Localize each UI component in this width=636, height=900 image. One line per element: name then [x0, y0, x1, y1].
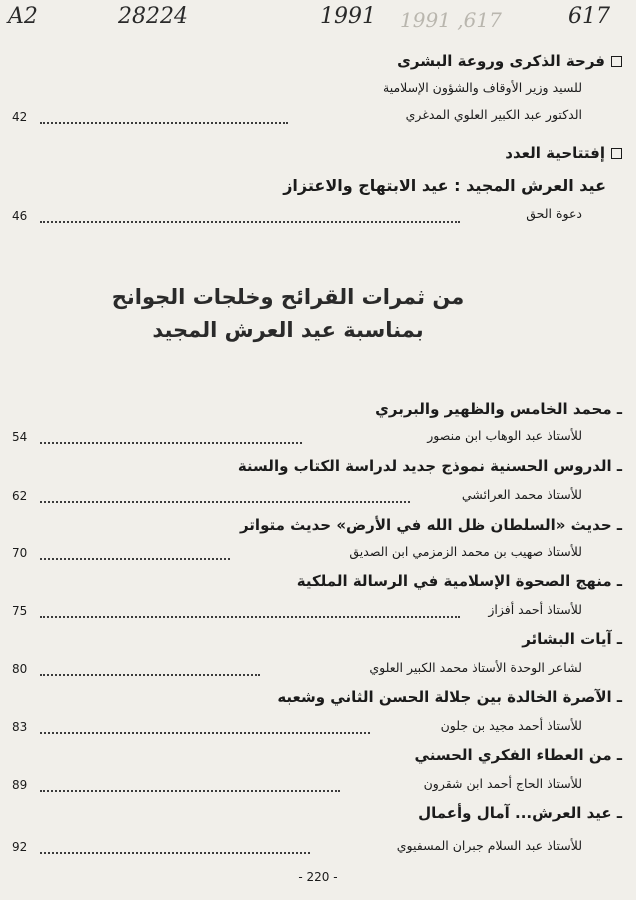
checkbox-icon [611, 56, 622, 67]
annotation-faint: 1991 ,617 [400, 8, 502, 32]
dot-leader [40, 122, 288, 124]
entry-title: ـ الآصرة الخالدة بين جلالة الحسن الثاني وشعبه [277, 688, 622, 706]
page-number: 46 [12, 209, 28, 223]
intro-author-1: الدكتور عبد الكبير العلوي المدغري [405, 107, 582, 122]
annotation-top-left: A2 [8, 4, 38, 29]
entry-title: ـ آيات البشائر [522, 630, 622, 648]
page-number: 92 [12, 840, 28, 854]
entry-title: ـ محمد الخامس والظهير والبربري [375, 400, 622, 418]
dot-leader [40, 616, 460, 618]
entry-author: للأستاذ أحمد أفزاز [488, 602, 582, 617]
page-number: 62 [12, 489, 28, 503]
page-number: 89 [12, 778, 28, 792]
dot-leader [40, 852, 310, 854]
entry-title: ـ منهج الصحوة الإسلامية في الرسالة الملكية [296, 572, 622, 590]
intro-subtitle-1: للسيد وزير الأوقاف والشؤون الإسلامية [383, 80, 582, 95]
page-number: 80 [12, 662, 28, 676]
page-number: 54 [12, 430, 28, 444]
dot-leader [40, 558, 230, 560]
page-footer-number: - 220 - [298, 870, 338, 884]
intro-title-1: فرحة الذكرى وروعة البشرى [397, 52, 622, 70]
dot-leader [40, 732, 370, 734]
section-heading-line1: من ثمرات القرائح وخلجات الجوانح [111, 285, 465, 309]
entry-author: للأستاذ صهيب بن محمد الزمزمي ابن الصديق [349, 544, 582, 559]
page-number: 70 [12, 546, 28, 560]
entry-author: للأستاذ أحمد مجيد بن جلون [440, 718, 582, 733]
dot-leader [40, 442, 302, 444]
annotation-year: 1991 [320, 4, 376, 29]
intro-author-2: دعوة الحق [526, 206, 582, 221]
entry-author: لشاعر الوحدة الأستاذ محمد الكبير العلوي [369, 660, 582, 675]
entry-author: للأستاذ عبد الوهاب ابن منصور [427, 428, 582, 443]
entry-title: ـ حديث «السلطان ظل الله في الأرض» حديث متواتر [239, 516, 622, 534]
checkbox-icon [611, 148, 622, 159]
entry-title: ـ عيد العرش... آمال وأعمال [418, 804, 622, 822]
annotation-number: 28224 [118, 4, 188, 29]
dot-leader [40, 790, 340, 792]
entry-author: للأستاذ محمد العرائشي [461, 487, 582, 502]
page-number: 83 [12, 720, 28, 734]
entry-author: للأستاذ عبد السلام جبران المسفيوي [396, 838, 582, 853]
entry-title: ـ الدروس الحسنية نموذج جديد لدراسة الكتاب والسنة [237, 457, 622, 475]
page-number: 42 [12, 110, 28, 124]
intro-title-2: إفتتاحية العدد [505, 144, 622, 162]
intro-subtitle-2: عيد العرش المجيد : عيد الابتهاج والاعتزاز [283, 176, 606, 195]
entry-title: ـ من العطاء الفكري الحسني [414, 746, 622, 764]
annotation-top-right: 617 [568, 4, 610, 29]
dot-leader [40, 674, 260, 676]
section-heading-line2: بمناسبة عيد العرش المجيد [152, 318, 424, 342]
entry-author: للأستاذ الحاج أحمد ابن شقرون [423, 776, 582, 791]
dot-leader [40, 501, 410, 503]
dot-leader [40, 221, 460, 223]
page-number: 75 [12, 604, 28, 618]
